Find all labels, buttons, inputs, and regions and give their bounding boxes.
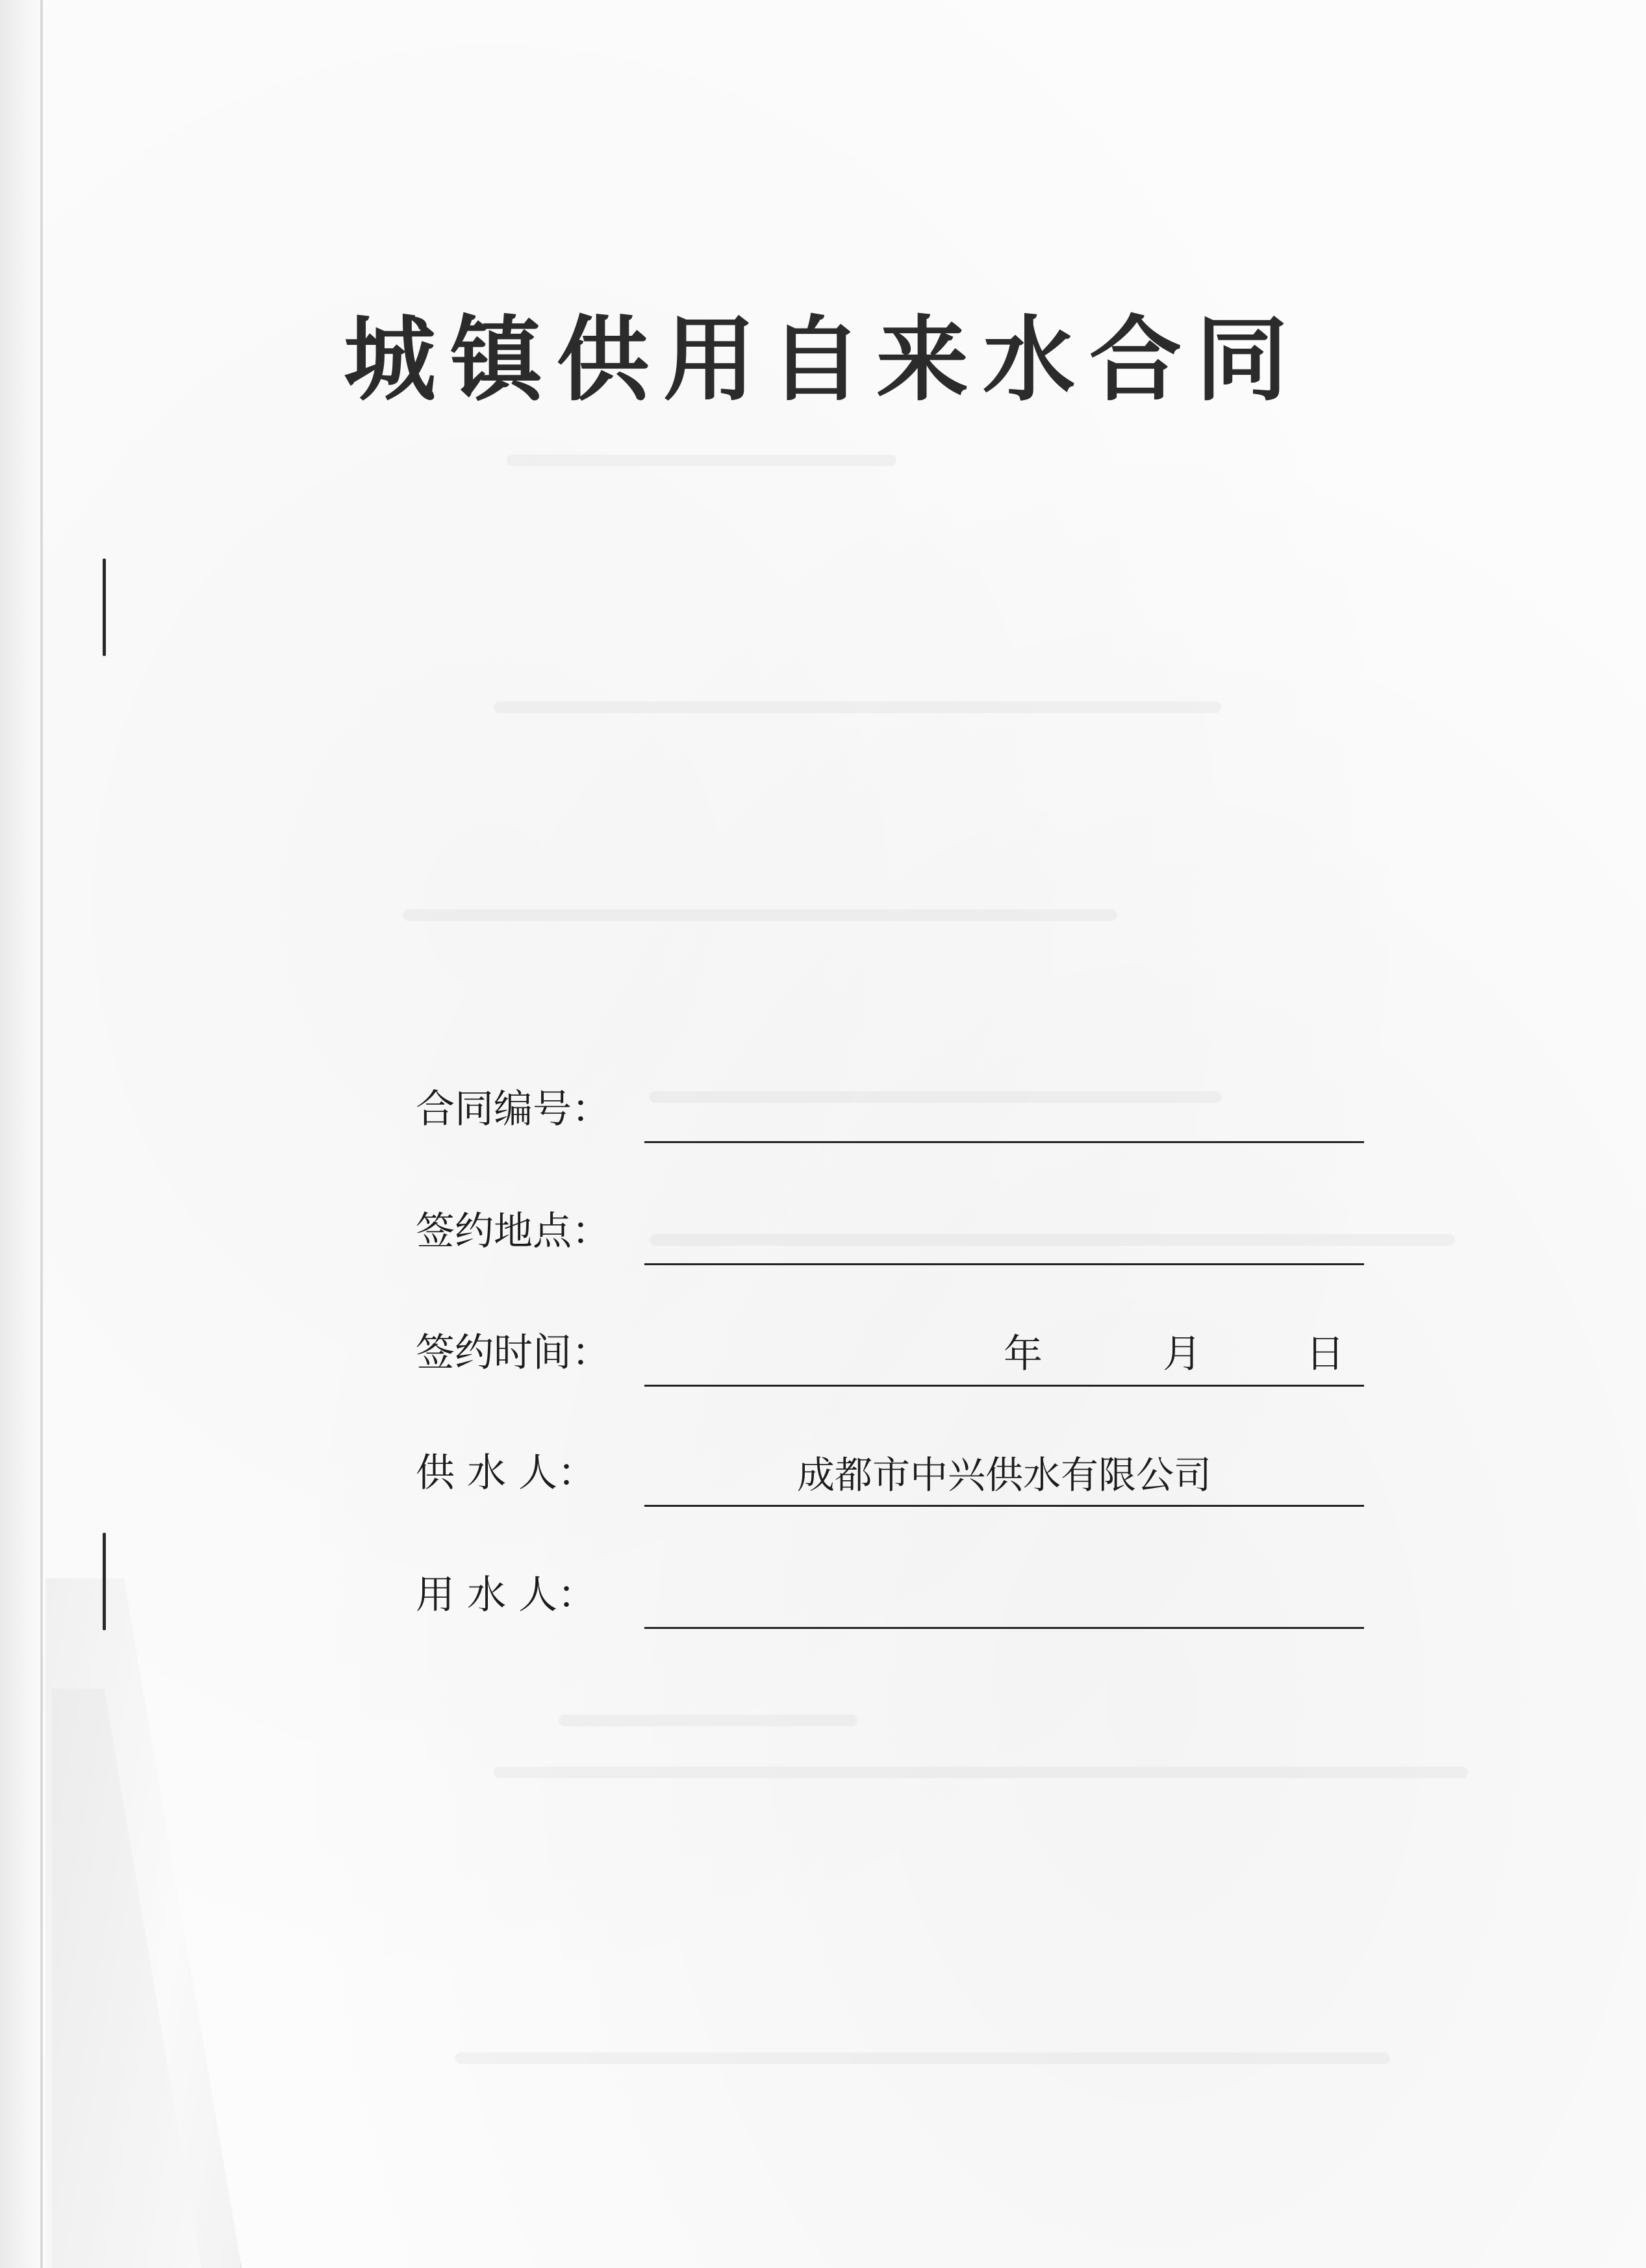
bleed-through-text	[455, 2052, 1390, 2064]
year-label: 年	[1004, 1331, 1043, 1377]
contract-title: 城镇供用自来水合同	[344, 307, 1302, 414]
water-user-label: 用 水 人：	[416, 1572, 597, 1618]
month-label: 月	[1163, 1331, 1202, 1377]
signing-place-label: 签约地点：	[416, 1209, 611, 1254]
water-supplier-value: 成都市中兴供水有限公司	[796, 1453, 1211, 1497]
staple-top	[103, 559, 106, 656]
contract-number-field	[416, 1072, 1364, 1143]
water-supplier-label: 供 水 人：	[416, 1450, 597, 1496]
signing-time-label: 签约时间：	[416, 1330, 611, 1376]
signing-time-underline	[644, 1385, 1364, 1387]
bleed-through-text	[494, 701, 1221, 713]
signing-time-field	[416, 1315, 1364, 1387]
water-user-underline	[644, 1627, 1364, 1629]
water-user-field	[416, 1557, 1364, 1629]
day-label: 日	[1306, 1331, 1345, 1377]
contract-number-underline	[644, 1141, 1364, 1143]
contract-number-label: 合同编号：	[416, 1087, 611, 1132]
bleed-through-text	[494, 1767, 1468, 1778]
water-supplier-field	[416, 1435, 1364, 1507]
bleed-through-text	[559, 1715, 857, 1726]
signing-place-underline	[644, 1263, 1364, 1265]
signing-place-field	[416, 1194, 1364, 1265]
bleed-through-text	[403, 909, 1117, 921]
staple-bottom	[103, 1533, 106, 1630]
water-supplier-underline	[644, 1505, 1364, 1507]
bleed-through-text	[507, 455, 896, 466]
